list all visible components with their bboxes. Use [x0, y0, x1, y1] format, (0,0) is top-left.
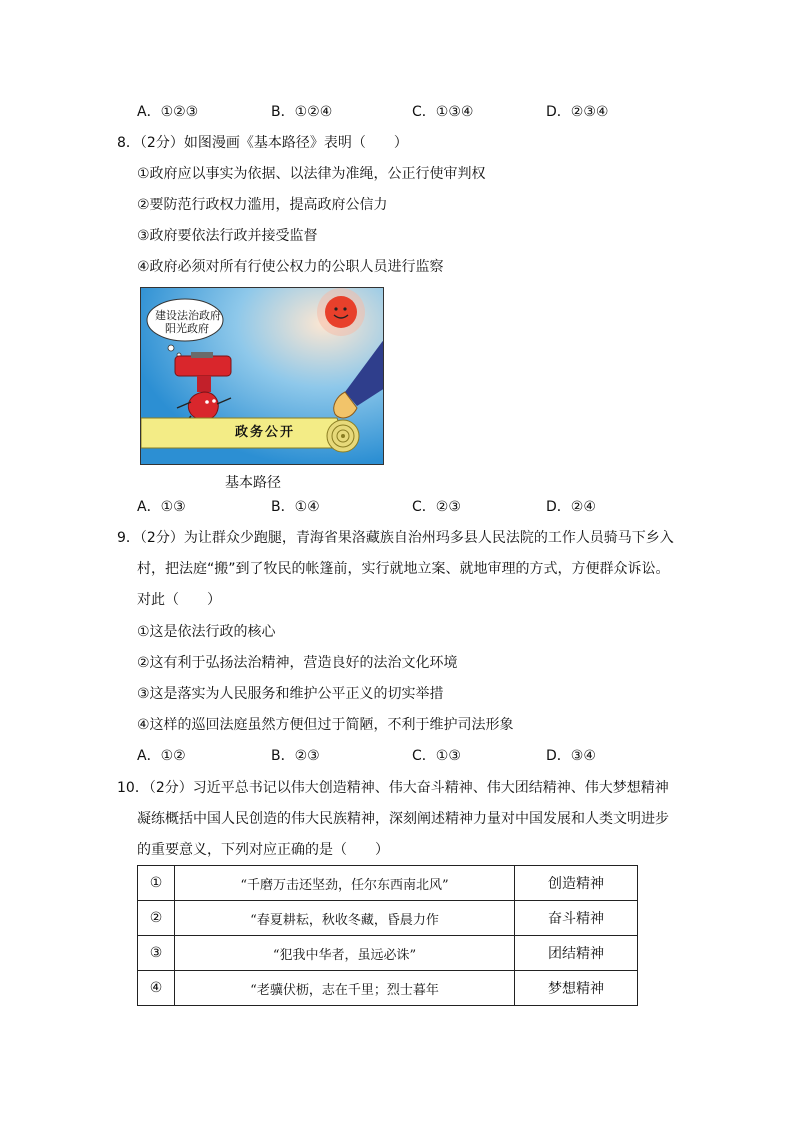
table-row — [138, 936, 638, 971]
row-spirit: 创造精神 — [515, 866, 638, 901]
q10-stem-line-3: 的重要意义，下列对应正确的是（ ） — [137, 842, 389, 858]
q8-item-2: ②要防范行政权力滥用，提高政府公信力 — [137, 197, 388, 213]
q9-option-b[interactable]: B．②③ — [271, 748, 320, 764]
q9-option-a[interactable]: A．①② — [137, 748, 186, 764]
carpet-text: 政务公开 — [235, 425, 296, 440]
row-number: ② — [138, 901, 175, 936]
row-spirit: 团结精神 — [515, 936, 638, 971]
q10-table — [137, 865, 638, 1006]
q9-stem-line-1: 9．（2分）为让群众少跑腿，青海省果洛藏族自治州玛多县人民法院的工作人员骑马下乡入 — [117, 530, 674, 546]
q9-item-2: ②这有利于弘扬法治精神，营造良好的法治文化环境 — [137, 655, 458, 671]
q7-option-a[interactable]: A．①②③ — [137, 104, 199, 120]
q7-option-c[interactable]: C．①③④ — [412, 104, 474, 120]
q7-option-b[interactable]: B．①②④ — [271, 104, 333, 120]
q8-option-d[interactable]: D．②④ — [546, 499, 596, 515]
table-row — [138, 971, 638, 1006]
table-row — [138, 866, 638, 901]
bubble-line-1: 建设法治政府 — [155, 309, 221, 322]
q8-option-c[interactable]: C．②③ — [412, 499, 461, 515]
cartoon-caption: 基本路径 — [225, 475, 281, 491]
row-number: ③ — [138, 936, 175, 971]
row-quote: “老骥伏枥，志在千里；烈士暮年 — [175, 971, 515, 1006]
q8-option-a[interactable]: A．①③ — [137, 499, 186, 515]
q8-item-3: ③政府要依法行政并接受监督 — [137, 228, 318, 244]
cartoon-basic-path — [140, 287, 384, 465]
row-spirit: 奋斗精神 — [515, 901, 638, 936]
q7-option-d[interactable]: D．②③④ — [546, 104, 609, 120]
row-spirit: 梦想精神 — [515, 971, 638, 1006]
q9-option-d[interactable]: D．③④ — [546, 748, 596, 764]
q8-item-1: ①政府应以事实为依据、以法律为准绳，公正行使审判权 — [137, 166, 486, 182]
row-number: ④ — [138, 971, 175, 1006]
q9-option-c[interactable]: C．①③ — [412, 748, 461, 764]
row-quote: “千磨万击还坚劲，任尔东西南北风” — [175, 866, 515, 901]
q9-item-3: ③这是落实为人民服务和维护公平正义的切实举措 — [137, 686, 444, 702]
q9-item-1: ①这是依法行政的核心 — [137, 624, 276, 640]
q8-stem: 8．（2分）如图漫画《基本路径》表明（ ） — [117, 135, 408, 151]
q10-stem-line-1: 10．（2分）习近平总书记以伟大创造精神、伟大奋斗精神、伟大团结精神、伟大梦想精神 — [117, 780, 669, 796]
q8-option-b[interactable]: B．①④ — [271, 499, 320, 515]
row-quote: “犯我中华者，虽远必诛” — [175, 936, 515, 971]
row-number: ① — [138, 866, 175, 901]
table-row — [138, 901, 638, 936]
bubble-line-2: 阳光政府 — [165, 322, 209, 335]
row-quote: “春夏耕耘，秋收冬藏，昏晨力作 — [175, 901, 515, 936]
q9-stem-line-2: 村，把法庭“搬”到了牧民的帐篷前，实行就地立案、就地审理的方式，方便群众诉讼。 — [137, 561, 670, 577]
q8-item-4: ④政府必须对所有行使公权力的公职人员进行监察 — [137, 259, 444, 275]
q10-stem-line-2: 凝练概括中国人民创造的伟大民族精神，深刻阐述精神力量对中国发展和人类文明进步 — [137, 811, 669, 827]
q9-stem-line-3: 对此（ ） — [137, 592, 221, 608]
q9-item-4: ④这样的巡回法庭虽然方便但过于简陋，不利于维护司法形象 — [137, 717, 514, 733]
sun-icon — [317, 288, 365, 336]
